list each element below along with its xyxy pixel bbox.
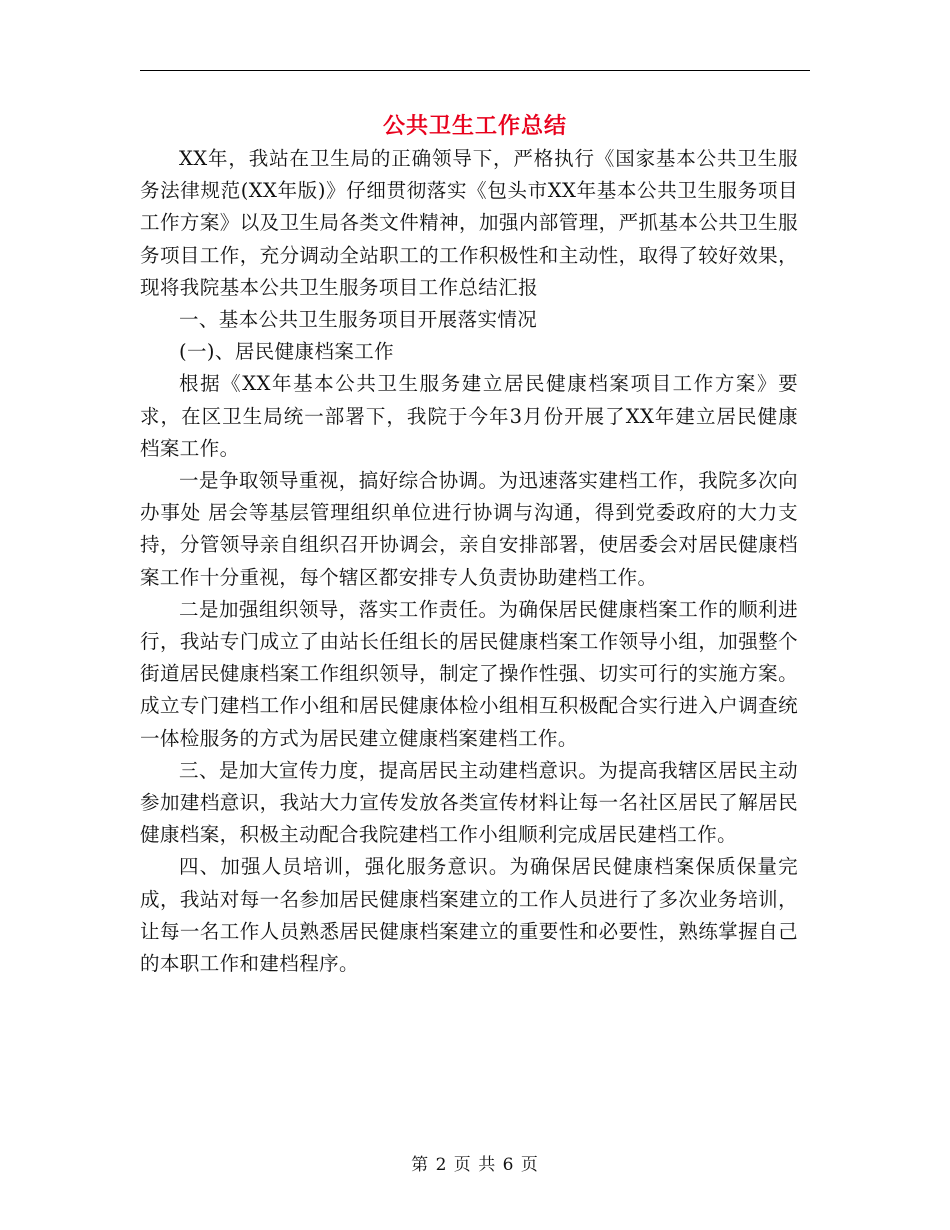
header-rule [140, 70, 810, 71]
section-heading: 一、基本公共卫生服务项目开展落实情况 [179, 308, 538, 332]
footer-page-number: 2 [435, 1155, 448, 1175]
page-footer [0, 1153, 950, 1177]
footer-suffix: 页 [520, 1155, 539, 1175]
document-body [140, 143, 798, 980]
paragraph-point-1: 一是争取领导重视，搞好综合协调。为迅速落实建档工作，我院多次向办事处 居会等基层管理组织单位进行协调与沟通，得到党委政府的大力支持，分管领导亲自组织召开协调会，亲自安排部署，使居委会对居民健康档案工作十分重视，每个辖区都安排专人负责协助建档工作。 [140, 469, 798, 589]
footer-prefix: 第 [411, 1155, 430, 1175]
footer-middle: 页 共 [453, 1155, 497, 1175]
paragraph-basis: 根据《XX年基本公共卫生服务建立居民健康档案项目工作方案》要求，在区卫生局统一部署下，我院于今年3月份开展了XX年建立居民健康档案工作。 [140, 372, 798, 460]
footer-total-pages: 6 [502, 1155, 515, 1175]
paragraph-point-4: 四、加强人员培训，强化服务意识。为确保居民健康档案保质保量完成，我站对每一名参加居民健康档案建立的工作人员进行了多次业务培训，让每一名工作人员熟悉居民健康档案建立的重要性和必要性，熟练掌握自己的本职工作和建档程序。 [140, 855, 798, 976]
paragraph-point-3: 三、是加大宣传力度，提高居民主动建档意识。为提高我辖区居民主动参加建档意识，我站大力宣传发放各类宣传材料让每一名社区居民了解居民健康档案，积极主动配合我院建档工作小组顺利完成居民建档工作。 [140, 758, 798, 847]
paragraph-intro: XX年，我站在卫生局的正确领导下，严格执行《国家基本公共卫生服务法律规范(XX年版)》仔细贯彻落实《包头市XX年基本公共卫生服务项目工作方案》以及卫生局各类文件精神，加强内部管理，严抓基本公共卫生服务项目工作，充分调动全站职工的工作积极性和主动性，取得了较好效果，现将我院基本公共卫生服务项目工作总结汇报 [140, 147, 798, 299]
paragraph-point-2: 二是加强组织领导，落实工作责任。为确保居民健康档案工作的顺利进行，我站专门成立了由站长任组长的居民健康档案工作领导小组，加强整个街道居民健康档案工作组织领导，制定了操作性强、切实可行的实施方案。成立专门建档工作小组和居民健康体检小组相互积极配合实行进入户调查统一体检服务的方式为居民建立健康档案建档工作。 [140, 597, 798, 750]
document-title: 公共卫生工作总结 [382, 113, 567, 139]
subsection-heading: (一)、居民健康档案工作 [179, 340, 395, 364]
